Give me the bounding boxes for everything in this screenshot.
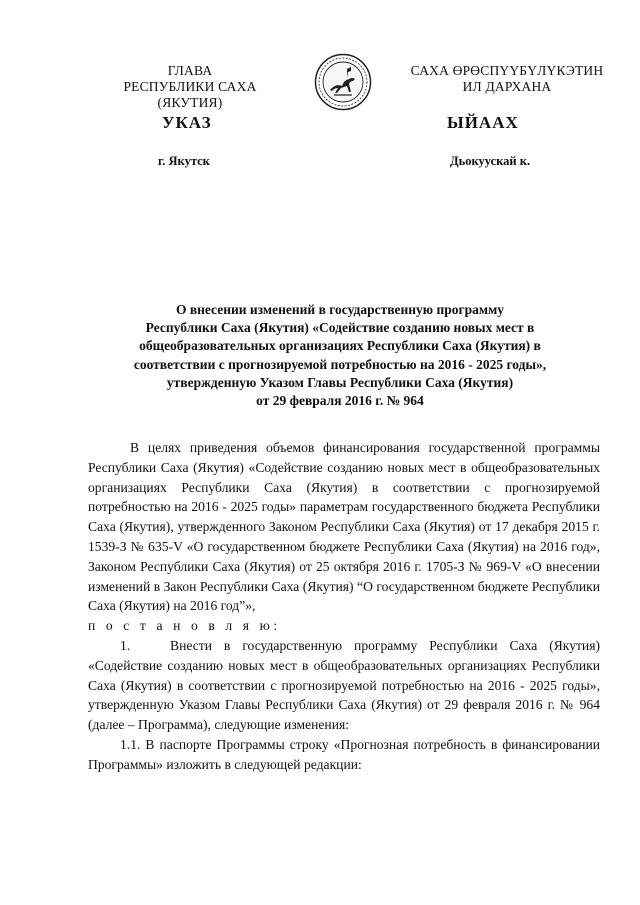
- title-line: О внесении изменений в государственную программу: [175, 302, 505, 317]
- decree-heading-russian: УКАЗ: [162, 113, 212, 132]
- city-russian: г. Якутск: [158, 154, 210, 168]
- preamble-paragraph: В целях приведения объемов финансирования государственной программы Республики Саха (Якутия) «Содействие созданию новых мест в общеобразовательных организациях Республики Саха (Якутия) в соответствии с прогнозируемой потребностью на 2016 - 2025 годы» параметрам государственного бюджета Республики Саха (Якутия), утвержденного Законом Республики Саха (Якутия) от 17 декабря 2015 г. 1539-З № 635-V «О государственном бюджете Республики Саха (Якутия) на 2016 год», Законом Республики Саха (Якутия) от 25 октября 2016 г. 1705-З № 969-V «О внесении изменений в Закон Республики Саха (Якутия) “О государственном бюджете Республики Саха (Якутия) на 2016 год”»,: [88, 440, 600, 614]
- issuer-header-russian: [90, 63, 290, 111]
- item-1-text: Внести в государственную программу Республики Саха (Якутия) «Содействие созданию новых мест в общеобразовательных организациях Республики Саха (Якутия) в соответствии с прогнозируемой потребностью на 2016 - 2025 годы», утвержденную Указом Главы Республики Саха (Якутия) от 29 февраля 2016 г. № 964 (далее – Программа), следующие изменения:: [88, 637, 600, 733]
- issuer-line: ГЛАВА: [167, 63, 213, 78]
- title-line: Республики Саха (Якутия) «Содействие созданию новых мест в: [145, 320, 535, 336]
- title-line: общеобразовательных организациях Республики Саха (Якутия) в: [139, 338, 541, 354]
- coat-of-arms-icon: [314, 53, 372, 111]
- item-1-paragraph: [88, 636, 600, 735]
- item-1-number: 1.: [120, 637, 131, 653]
- document-title: [60, 301, 620, 410]
- city-sakha: Дьокуускай к.: [450, 154, 531, 168]
- document-body: [88, 438, 600, 775]
- item-1-1-paragraph: 1.1. В паспорте Программы строку «Прогнозная потребность в финансировании Программы» изложить в следующей редакции:: [88, 736, 600, 772]
- title-line: утвержденную Указом Главы Республики Саха (Якутия): [166, 374, 514, 390]
- issuer-line: САХА ӨРӨСПҮҮБҮЛҮКЭТИН: [410, 63, 604, 78]
- title-line: от 29 февраля 2016 г. № 964: [256, 393, 424, 409]
- issuer-line: ИЛ ДАРХАНА: [462, 79, 552, 94]
- issuer-header-sakha: [392, 63, 622, 95]
- decree-word: п о с т а н о в л я ю:: [88, 618, 281, 634]
- issuer-line: РЕСПУБЛИКИ САХА (ЯКУТИЯ): [123, 79, 257, 110]
- decree-heading-sakha: ЫЙААХ: [447, 113, 519, 132]
- title-line: соответствии с прогнозируемой потребностью на 2016 - 2025 годы»,: [133, 356, 547, 372]
